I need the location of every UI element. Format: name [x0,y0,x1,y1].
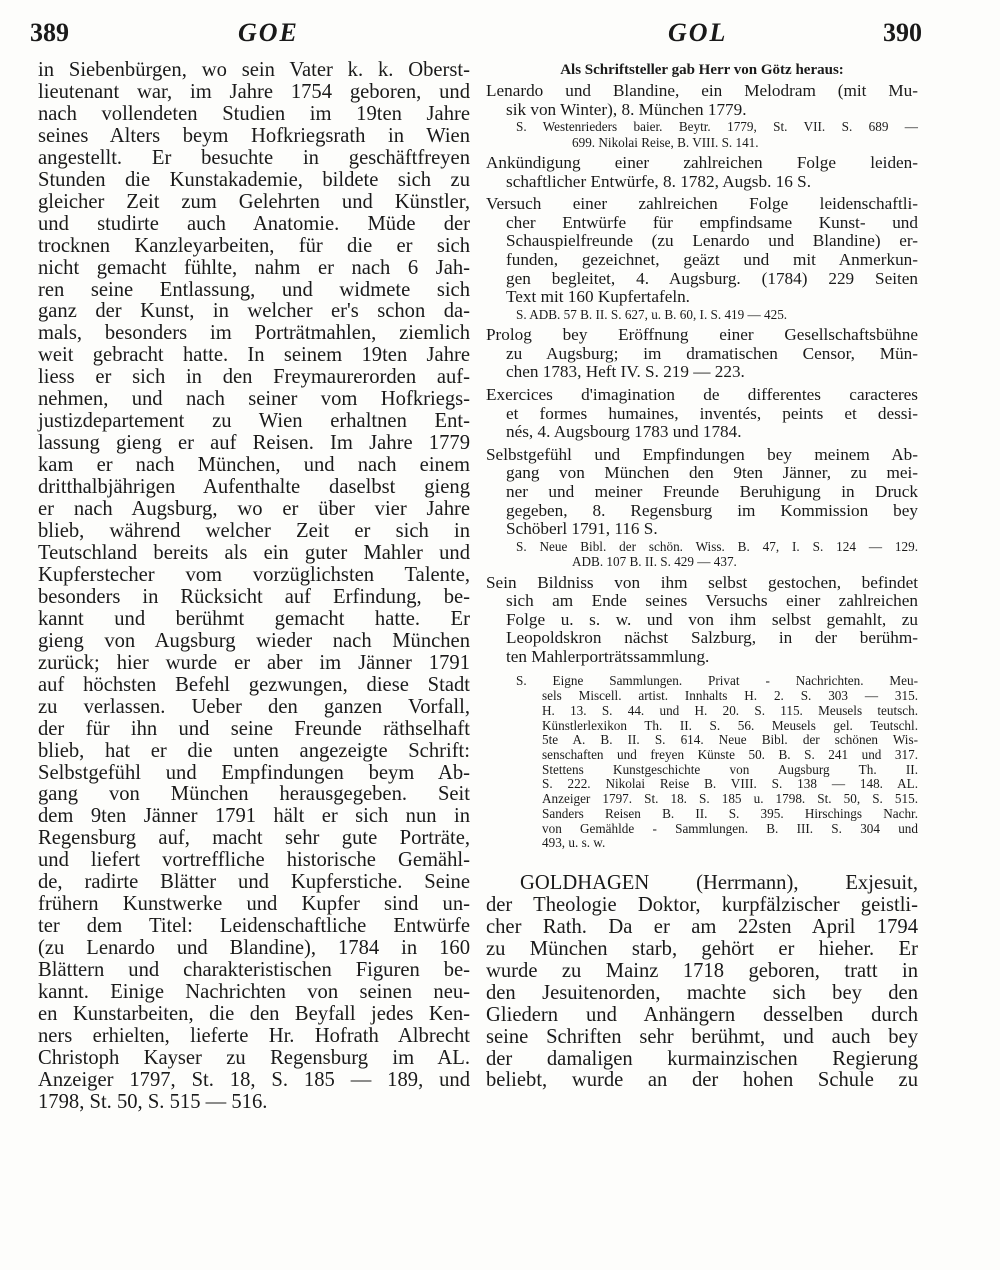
work-line: Selbstgefühl und Empfindungen bey meinem Ab- [486,444,918,464]
text-line: beliebt, wurde an der hohen Schule zu [486,1069,918,1092]
text-line: seine Schriften sehr berühmt, und auch bey [486,1025,918,1048]
text-line: en Kunstarbeiten, die den Beyfall jedes Ken- [38,1002,470,1025]
page-number-left: 389 [30,18,69,47]
reference-line: S. Neue Bibl. der schön. Wiss. B. 47, I. S. 124 — 129. [516,538,918,554]
work-line: Text mit 160 Kupfertafeln. [506,287,690,307]
text-line: 1798, St. 50, S. 515 — 516. [38,1090,268,1113]
reference-line: S. ADB. 57 B. II. S. 627, u. B. 60, I. S. 419 — 425. [516,306,788,322]
work-line: Ankündigung einer zahlreichen Folge leiden- [486,153,918,172]
text-line: lassung gieng er auf Reisen. Im Jahre 1779 [38,432,470,455]
work-line: Schöberl 1791, 116 S. [506,519,658,539]
text-line: dem 9ten Jänner 1791 hält er sich nun in [38,805,470,828]
works-intro: Als Schriftsteller gab Herr von Götz heraus: [560,62,844,78]
work-line: sich am Ende seines Versuchs einer zahlreichen [506,591,918,611]
text-line: zu verlassen. Ueber den ganzen Vorfall, [38,695,470,718]
text-line: dritthalbjährigen Aufenthalte daselbst gieng [38,476,470,499]
work-entry [486,574,918,667]
text-line: blieb, während welcher Zeit er sich in [38,520,470,543]
work-reference [486,539,918,570]
work-line: Folge u. s. w. und von ihm selbst gemahlt, zu [506,609,918,629]
page-header [0,18,1000,52]
text-line: und liefert vortreffliche historische Gemähl- [38,849,470,872]
text-line: kannt. Einige Nachrichten von seinen neu- [38,981,470,1004]
text-line: Blättern und charakteristischen Figuren be- [38,959,470,982]
text-line: liess er sich in den Freymaurerorden auf- [38,366,470,389]
text-line: Christoph Kayser zu Regensburg im AL. [38,1046,470,1069]
works-list [486,82,918,670]
text-line: lieutenant war, im Jahre 1754 geboren, und [38,80,470,103]
text-line: gieng von Augsburg wieder nach München [38,629,470,652]
text-line: weit gebracht hatte. In seinem 19ten Jahre [38,344,470,367]
text-line: gleicher Zeit zum Gelehrten und Künstler, [38,190,470,213]
text-line: de, radirte Blätter und Kupferstiche. Seine [38,871,470,894]
sources-block [486,674,918,850]
work-line: funden, gezeichnet, geäzt und mit Anmerkun- [506,249,918,269]
text-line: gang von München herausgegeben. Seit [38,783,470,806]
text-line: Kupferstecher vom vorzüglichsten Talente, [38,563,470,586]
left-column [38,60,470,1114]
source-line: 493, u. s. w. [542,835,606,851]
running-head-right: GOL [668,18,728,47]
text-line: er nach Augsburg, wo er über vier Jahre [38,498,470,521]
work-entry [486,154,918,191]
text-line: GOLDHAGEN (Herrmann), Exjesuit, [520,871,918,894]
text-line: nehmen, und nach seiner vom Hofkriegs- [38,388,470,411]
source-line: von Gemählde - Sammlungen. B. III. S. 304 und [542,820,918,836]
work-line: zu Augsburg; im dramatischen Censor, Mün- [506,343,918,363]
work-line: ten Mahlerporträtssammlung. [506,646,710,666]
work-line: Exercices d'imagination de differentes caracteres [486,384,918,404]
text-line: (zu Lenardo und Blandine), 1784 in 160 [38,937,470,960]
text-line: wurde zu Mainz 1718 geboren, tratt in [486,959,918,982]
work-line: Lenardo und Blandine, ein Melodram (mit Mu- [486,81,918,100]
source-line: H. 13. S. 44. und H. 20. S. 115. Meusels teutsch. [542,702,918,718]
work-line: gang von München den 9ten Jänner, zu mei- [506,463,918,483]
text-line: Anzeiger 1797, St. 18, S. 185 — 189, und [38,1068,470,1091]
work-line: ner und meiner Freunde Beruhigung in Druck [506,481,918,501]
text-line: der Theologie Doktor, kurpfälzischer geistli- [486,893,918,916]
text-line: Teutschland bereits als ein guter Mahler und [38,541,470,564]
text-line: nicht gemacht fühlte, nahm er nach 6 Jah- [38,256,470,279]
work-entry [486,326,918,382]
text-line: zurück; hier wurde er aber im Jänner 1791 [38,651,470,674]
text-line: ter dem Titel: Leidenschaftliche Entwürfe [38,915,470,938]
text-line: mals, besonders im Porträtmahlen, ziemlich [38,322,470,345]
work-line: chen 1783, Heft IV. S. 219 — 223. [506,362,745,382]
running-head-left: GOE [238,18,299,47]
work-line: schaftlicher Entwürfe, 8. 1782, Augsb. 16 S. [506,171,812,191]
source-line: Sanders Reisen B. II. S. 395. Hirschings Nachr. [542,805,918,821]
work-line: nés, 4. Augsbourg 1783 und 1784. [506,422,742,442]
source-line: Stettens Kunstgeschichte von Augsburg Th. II. [542,761,918,777]
text-line: blieb, hat er die unten angezeigte Schrift: [38,739,470,762]
text-line: frühern Kunstwerke und Kupfer sind un- [38,893,470,916]
text-line: ren seine Entlassung, und widmete sich [38,278,470,301]
reference-line: S. Westenrieders baier. Beytr. 1779, St. VII. S. 689 — [516,119,918,135]
work-line: Sein Bildniss von ihm selbst gestochen, befindet [486,572,918,592]
text-line: trocknen Kanzleyarbeiten, für die er sich [38,234,470,257]
text-line: nach vollendeten Studien im 19ten Jahre [38,102,470,125]
text-line: cher Rath. Da er am 22sten April 1794 [486,915,918,938]
right-column [486,60,918,1092]
text-line: kannt und berühmt gemacht hatte. Er [38,607,470,630]
work-entry [486,195,918,307]
work-line: Leopoldskron nächst Salzburg, in der berühm- [506,628,918,648]
text-line: und studirte auch Anatomie. Müde der [38,212,470,235]
work-line: gegeben, 8. Regensburg im Kommission bey [506,500,918,520]
work-line: sik von Winter), 8. München 1779. [506,99,747,119]
text-line: besonders in Rücksicht auf Erfindung, be- [38,585,470,608]
reference-line: ADB. 107 B. II. S. 429 — 437. [572,554,737,570]
work-entry [486,82,918,119]
source-line: Anzeiger 1797. St. 18. S. 185 u. 1798. St. 50, S. 515. [542,791,918,807]
text-line: kam er nach München, und nach einem [38,454,470,477]
work-line: gen begleitet, 4. Augsburg. (1784) 229 Seiten [506,268,918,288]
work-line: Versuch einer zahlreichen Folge leidenschaftli- [486,194,918,214]
work-line: Prolog bey Eröffnung einer Gesellschaftsbühne [486,325,918,345]
text-line: auf höchsten Befehl gezwungen, diese Stadt [38,673,470,696]
source-line: senschaften und freyen Künste 50. B. S. 241 und 317. [542,746,918,762]
work-reference [486,119,918,150]
text-line: der für ihn und seine Freunde räthselhaft [38,717,470,740]
text-line: seines Alters beym Hofkriegsrath in Wien [38,124,470,147]
source-line: Künstlerlexikon Th. II. S. 56. Meusels gel. Teutschl. [542,717,918,733]
text-line: ganz der Kunst, in welcher er's schon da- [38,300,470,323]
work-entry [486,386,918,442]
work-line: cher Entwürfe für empfindsame Kunst- und [506,212,918,232]
text-line: Gliedern und Anhängern desselben durch [486,1003,918,1026]
text-line: ners erhielten, lieferte Hr. Hofrath Albrecht [38,1024,470,1047]
source-line: S. Eigne Sammlungen. Privat - Nachrichten. Meu- [516,673,918,689]
work-reference [486,307,918,322]
text-line: Selbstgefühl und Empfindungen beym Ab- [38,761,470,784]
source-line: sels Miscell. artist. Innhalts H. 2. S. 303 — 315. [542,688,918,704]
text-line: Regensburg auf, macht sehr gute Porträte, [38,827,470,850]
reference-line: 699. Nikolai Reise, B. VIII. S. 141. [572,134,759,150]
page-number-right: 390 [883,18,922,47]
text-line: den Jesuitenorden, machte sich bey den [486,981,918,1004]
text-line: zu München starb, gehört er hieher. Er [486,937,918,960]
work-line: et formes humaines, inventés, peints et dessi- [506,403,918,423]
source-line: 5te A. B. II. S. 614. Neue Bibl. der schönen Wis- [542,732,918,748]
work-line: Schauspielfreunde (zu Lenardo und Blandine) er- [506,231,918,251]
text-line: in Siebenbürgen, wo sein Vater k. k. Oberst- [38,59,470,81]
text-line: Stunden die Kunstakademie, bildete sich zu [38,168,470,191]
source-line: S. 222. Nikolai Reise B. VIII. S. 138 — 148. AL. [542,776,918,792]
text-line: justizdepartement zu Wien erhaltnen Ent- [38,410,470,433]
text-line: der damaligen kurmainzischen Regierung [486,1047,918,1070]
work-entry [486,446,918,539]
text-line: angestellt. Er besuchte in geschäftfreyen [38,146,470,169]
goldhagen-entry [486,873,918,1093]
